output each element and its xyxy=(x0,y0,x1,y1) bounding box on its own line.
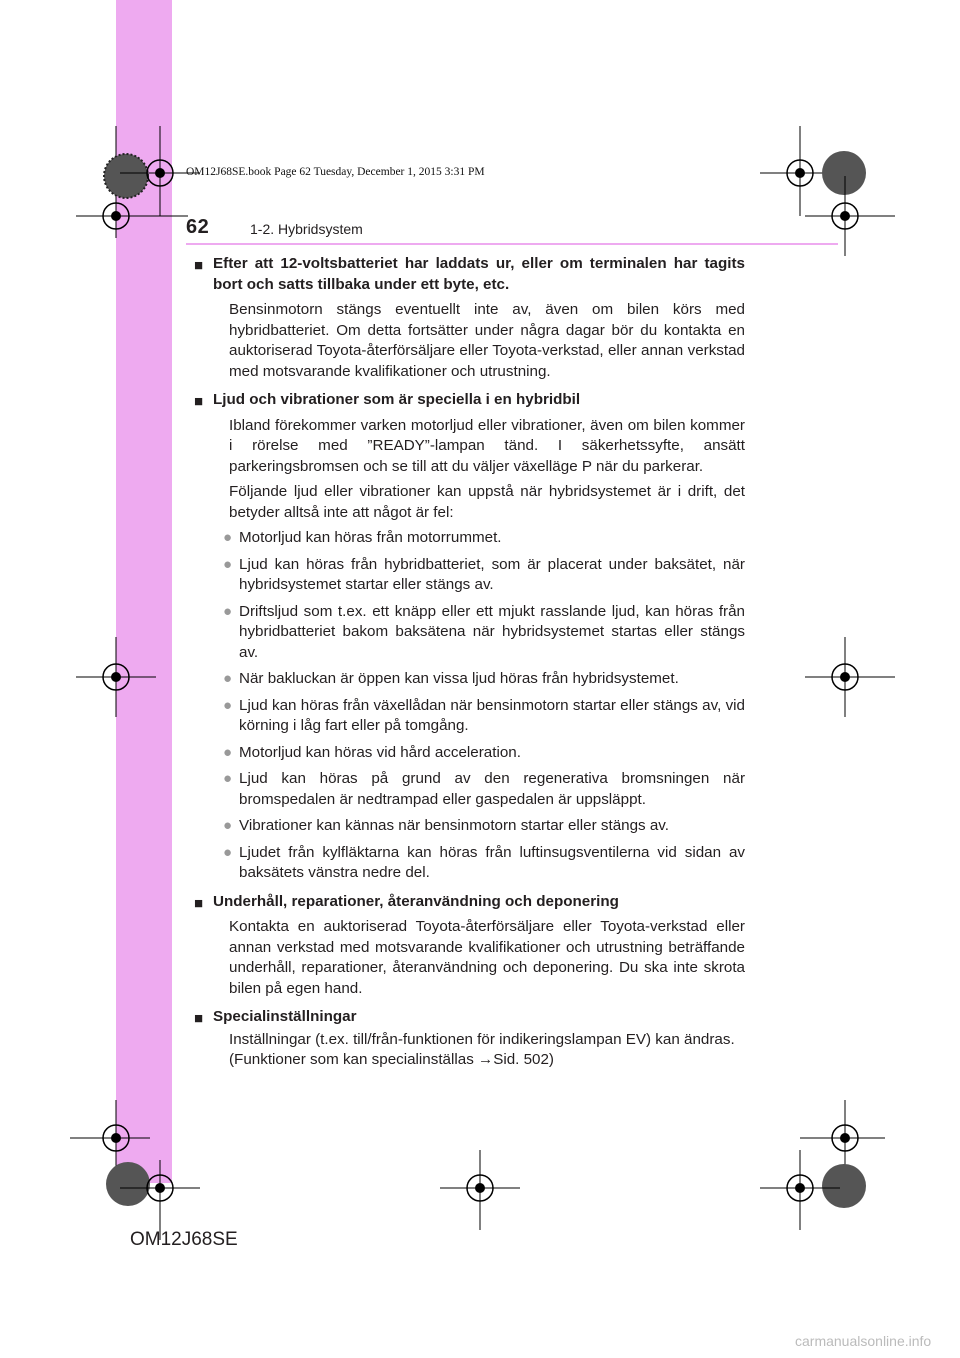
square-bullet-icon: ■ xyxy=(194,393,204,410)
section xyxy=(194,1007,745,1071)
header-divider xyxy=(186,243,838,245)
list-item xyxy=(213,696,745,737)
section-title-text: Efter att 12-voltsbatteriet har laddats ur, eller om terminalen har tagits bort och satts tillbaka under ett byte, etc. xyxy=(213,255,745,293)
bullet-icon: ● xyxy=(223,529,233,546)
list-item-text: Vibrationer kan kännas när bensinmotorn startar eller stängs av. xyxy=(239,817,669,834)
paragraph: (Funktioner som kan specialinställas →Sid. 502) xyxy=(229,1051,554,1068)
list-item xyxy=(213,669,745,690)
bullet-icon: ● xyxy=(223,555,233,573)
print-info: OM12J68SE.book Page 62 Tuesday, December 1, 2015 3:31 PM xyxy=(186,166,485,178)
registration-mark-icon xyxy=(76,637,156,717)
list-item xyxy=(213,743,745,764)
footer-manual-code: OM12J68SE xyxy=(130,1229,238,1250)
list-item-text: När bakluckan är öppen kan vissa ljud höras från hybridsystemet. xyxy=(239,670,679,687)
bullet-icon: ● xyxy=(223,770,233,787)
section-title xyxy=(194,390,745,411)
bullet-icon: ● xyxy=(223,817,233,834)
bullet-icon: ● xyxy=(223,743,233,761)
registration-mark-icon xyxy=(70,1100,200,1240)
list-item-text: Motorljud kan höras vid hård acceleration. xyxy=(239,743,521,761)
section-title-text: Underhåll, reparationer, återanvändning och deponering xyxy=(213,892,619,910)
watermark: carmanualsonline.info xyxy=(795,1333,932,1349)
registration-mark-icon xyxy=(440,1150,520,1230)
list-item xyxy=(213,555,745,596)
registration-mark-icon xyxy=(805,637,895,717)
bullet-icon: ● xyxy=(223,696,233,714)
bullet-icon: ● xyxy=(223,843,233,861)
bullet-list xyxy=(213,528,745,884)
square-bullet-icon: ■ xyxy=(194,257,204,274)
section xyxy=(194,892,745,1000)
header-title: 1-2. Hybridsystem xyxy=(250,221,363,237)
list-item-text: Ljudet från kylfläktarna kan höras från luftinsugsventilerna vid sidan av baksätets vänstra nedre del. xyxy=(239,843,745,881)
section-title-text: Specialinställningar xyxy=(213,1008,357,1025)
content xyxy=(194,254,745,1079)
list-item xyxy=(213,816,745,837)
section xyxy=(194,390,745,884)
list-item xyxy=(213,602,745,664)
list-item-text: Ljud kan höras på grund av den regenerativa bromsningen när bromspedalen är nedtrampad eller gaspedalen är uppsläppt. xyxy=(239,770,745,808)
list-item xyxy=(213,843,745,884)
section-title xyxy=(194,892,745,913)
section xyxy=(194,254,745,382)
section-title xyxy=(194,254,745,295)
list-item-text: Motorljud kan höras från motorrummet. xyxy=(239,529,502,546)
square-bullet-icon: ■ xyxy=(194,894,204,912)
list-item-text: Driftsljud som t.ex. ett knäpp eller ett mjukt rasslande ljud, kan höras från hybridbatteriet bakom baksätena när hybridsystemet startas eller stängs av. xyxy=(239,602,745,661)
list-item xyxy=(213,769,745,810)
list-item xyxy=(213,528,745,549)
bullet-icon: ● xyxy=(223,670,233,687)
section-title-text: Ljud och vibrationer som är speciella i en hybridbil xyxy=(213,391,581,408)
page-number: 62 xyxy=(186,216,210,238)
list-item-text: Ljud kan höras från hybridbatteriet, som är placerat under baksätet, när hybridsystemet startar eller stängs av. xyxy=(239,555,745,593)
list-item-text: Ljud kan höras från växellådan när bensinmotorn startar eller stängs av, vid körning i låg fart eller på tomgång. xyxy=(239,696,745,734)
paragraph: Kontakta en auktoriserad Toyota-återförsäljare eller Toyota-verkstad eller annan verkstad med motsvarande kvalifikationer och utrustning beträffande underhåll, reparationer, återanvändning och deponering. Du ska inte skrota bilen på egen hand. xyxy=(229,918,745,997)
bullet-icon: ● xyxy=(223,602,233,620)
paragraph: Inställningar (t.ex. till/från-funktionen för indikeringslampan EV) kan ändras. xyxy=(229,1030,735,1048)
section-title xyxy=(194,1007,745,1028)
paragraph: Bensinmotorn stängs eventuellt inte av, även om bilen körs med hybridbatteriet. Om detta fortsätter under några dagar bör du kontakta en auktoriserad Toyota-återförsäljare eller Toyota-verkstad, eller annan verkstad med motsvarande kvalifikationer och utrustning. xyxy=(229,301,745,380)
registration-mark-icon xyxy=(760,1100,890,1230)
paragraph: Ibland förekommer varken motorljud eller vibrationer, även om bilen kommer i rörelse med ”READY”-lampan tänd. I säkerhetssyfte, ansätt parkeringsbromsen och se till att du väljer växelläge P när du parkerar. xyxy=(229,416,745,475)
square-bullet-icon: ■ xyxy=(194,1010,204,1027)
paragraph: Följande ljud eller vibrationer kan uppstå när hybridsystemet är i drift, det betyder alltså inte att något är fel: xyxy=(229,483,745,521)
